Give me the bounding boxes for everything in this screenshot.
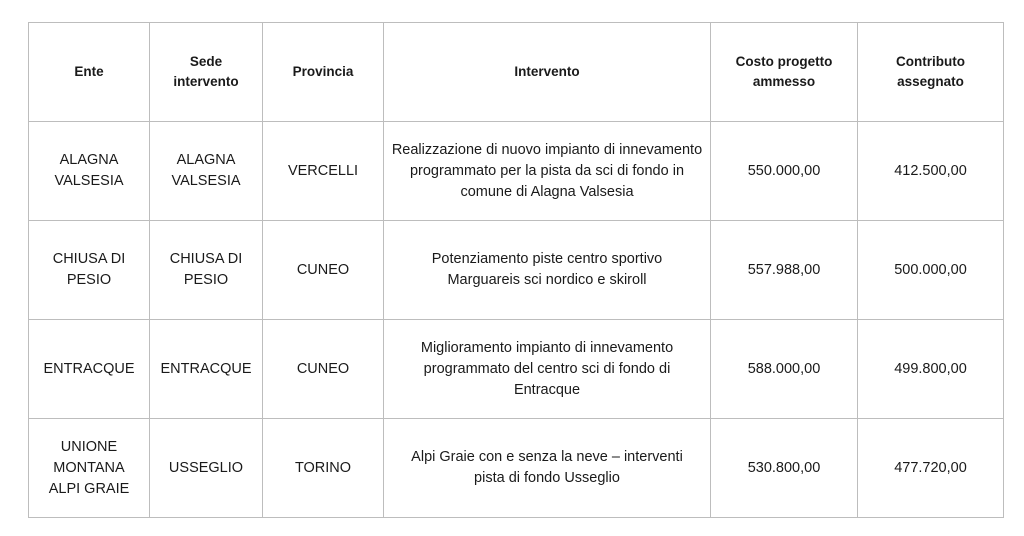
- cell-ente: ENTRACQUE: [29, 320, 150, 419]
- cell-costo: 557.988,00: [711, 221, 858, 320]
- cell-intervento: Potenziamento piste centro sportivo Marguareis sci nordico e skiroll: [384, 221, 711, 320]
- header-costo-progetto-label: Costo progetto ammesso: [735, 54, 833, 89]
- header-provincia: Provincia: [263, 23, 384, 122]
- cell-sede: USSEGLIO: [150, 419, 263, 518]
- cell-provincia: VERCELLI: [263, 122, 384, 221]
- cell-sede: ENTRACQUE: [150, 320, 263, 419]
- table-row: [29, 320, 1004, 419]
- cell-provincia: TORINO: [263, 419, 384, 518]
- header-contributo-label: Contributo assegnato: [896, 54, 965, 89]
- cell-ente: UNIONE MONTANA ALPI GRAIE: [29, 419, 150, 518]
- cell-sede: CHIUSA DI PESIO: [150, 221, 263, 320]
- cell-contributo: 500.000,00: [858, 221, 1004, 320]
- cell-intervento: Realizzazione di nuovo impianto di innevamento programmato per la pista da sci di fondo in comune di Alagna Valsesia: [384, 122, 711, 221]
- cell-provincia: CUNEO: [263, 221, 384, 320]
- header-sede-intervento-label: Sede intervento: [173, 54, 239, 89]
- header-row: [29, 23, 1004, 122]
- table-row: [29, 419, 1004, 518]
- funding-table: [28, 22, 1004, 518]
- cell-costo: 530.800,00: [711, 419, 858, 518]
- header-sede-intervento: [150, 23, 263, 122]
- table-row: [29, 221, 1004, 320]
- header-ente: Ente: [29, 23, 150, 122]
- cell-provincia: CUNEO: [263, 320, 384, 419]
- header-costo-progetto: [711, 23, 858, 122]
- cell-costo: 550.000,00: [711, 122, 858, 221]
- cell-contributo: 477.720,00: [858, 419, 1004, 518]
- header-contributo: [858, 23, 1004, 122]
- cell-costo: 588.000,00: [711, 320, 858, 419]
- cell-intervento: Alpi Graie con e senza la neve – interventi pista di fondo Usseglio: [384, 419, 711, 518]
- table-row: [29, 122, 1004, 221]
- cell-contributo: 412.500,00: [858, 122, 1004, 221]
- cell-sede: ALAGNA VALSESIA: [150, 122, 263, 221]
- cell-contributo: 499.800,00: [858, 320, 1004, 419]
- cell-ente: CHIUSA DI PESIO: [29, 221, 150, 320]
- header-intervento: Intervento: [384, 23, 711, 122]
- cell-ente: ALAGNA VALSESIA: [29, 122, 150, 221]
- cell-intervento: Miglioramento impianto di innevamento programmato del centro sci di fondo di Entracque: [384, 320, 711, 419]
